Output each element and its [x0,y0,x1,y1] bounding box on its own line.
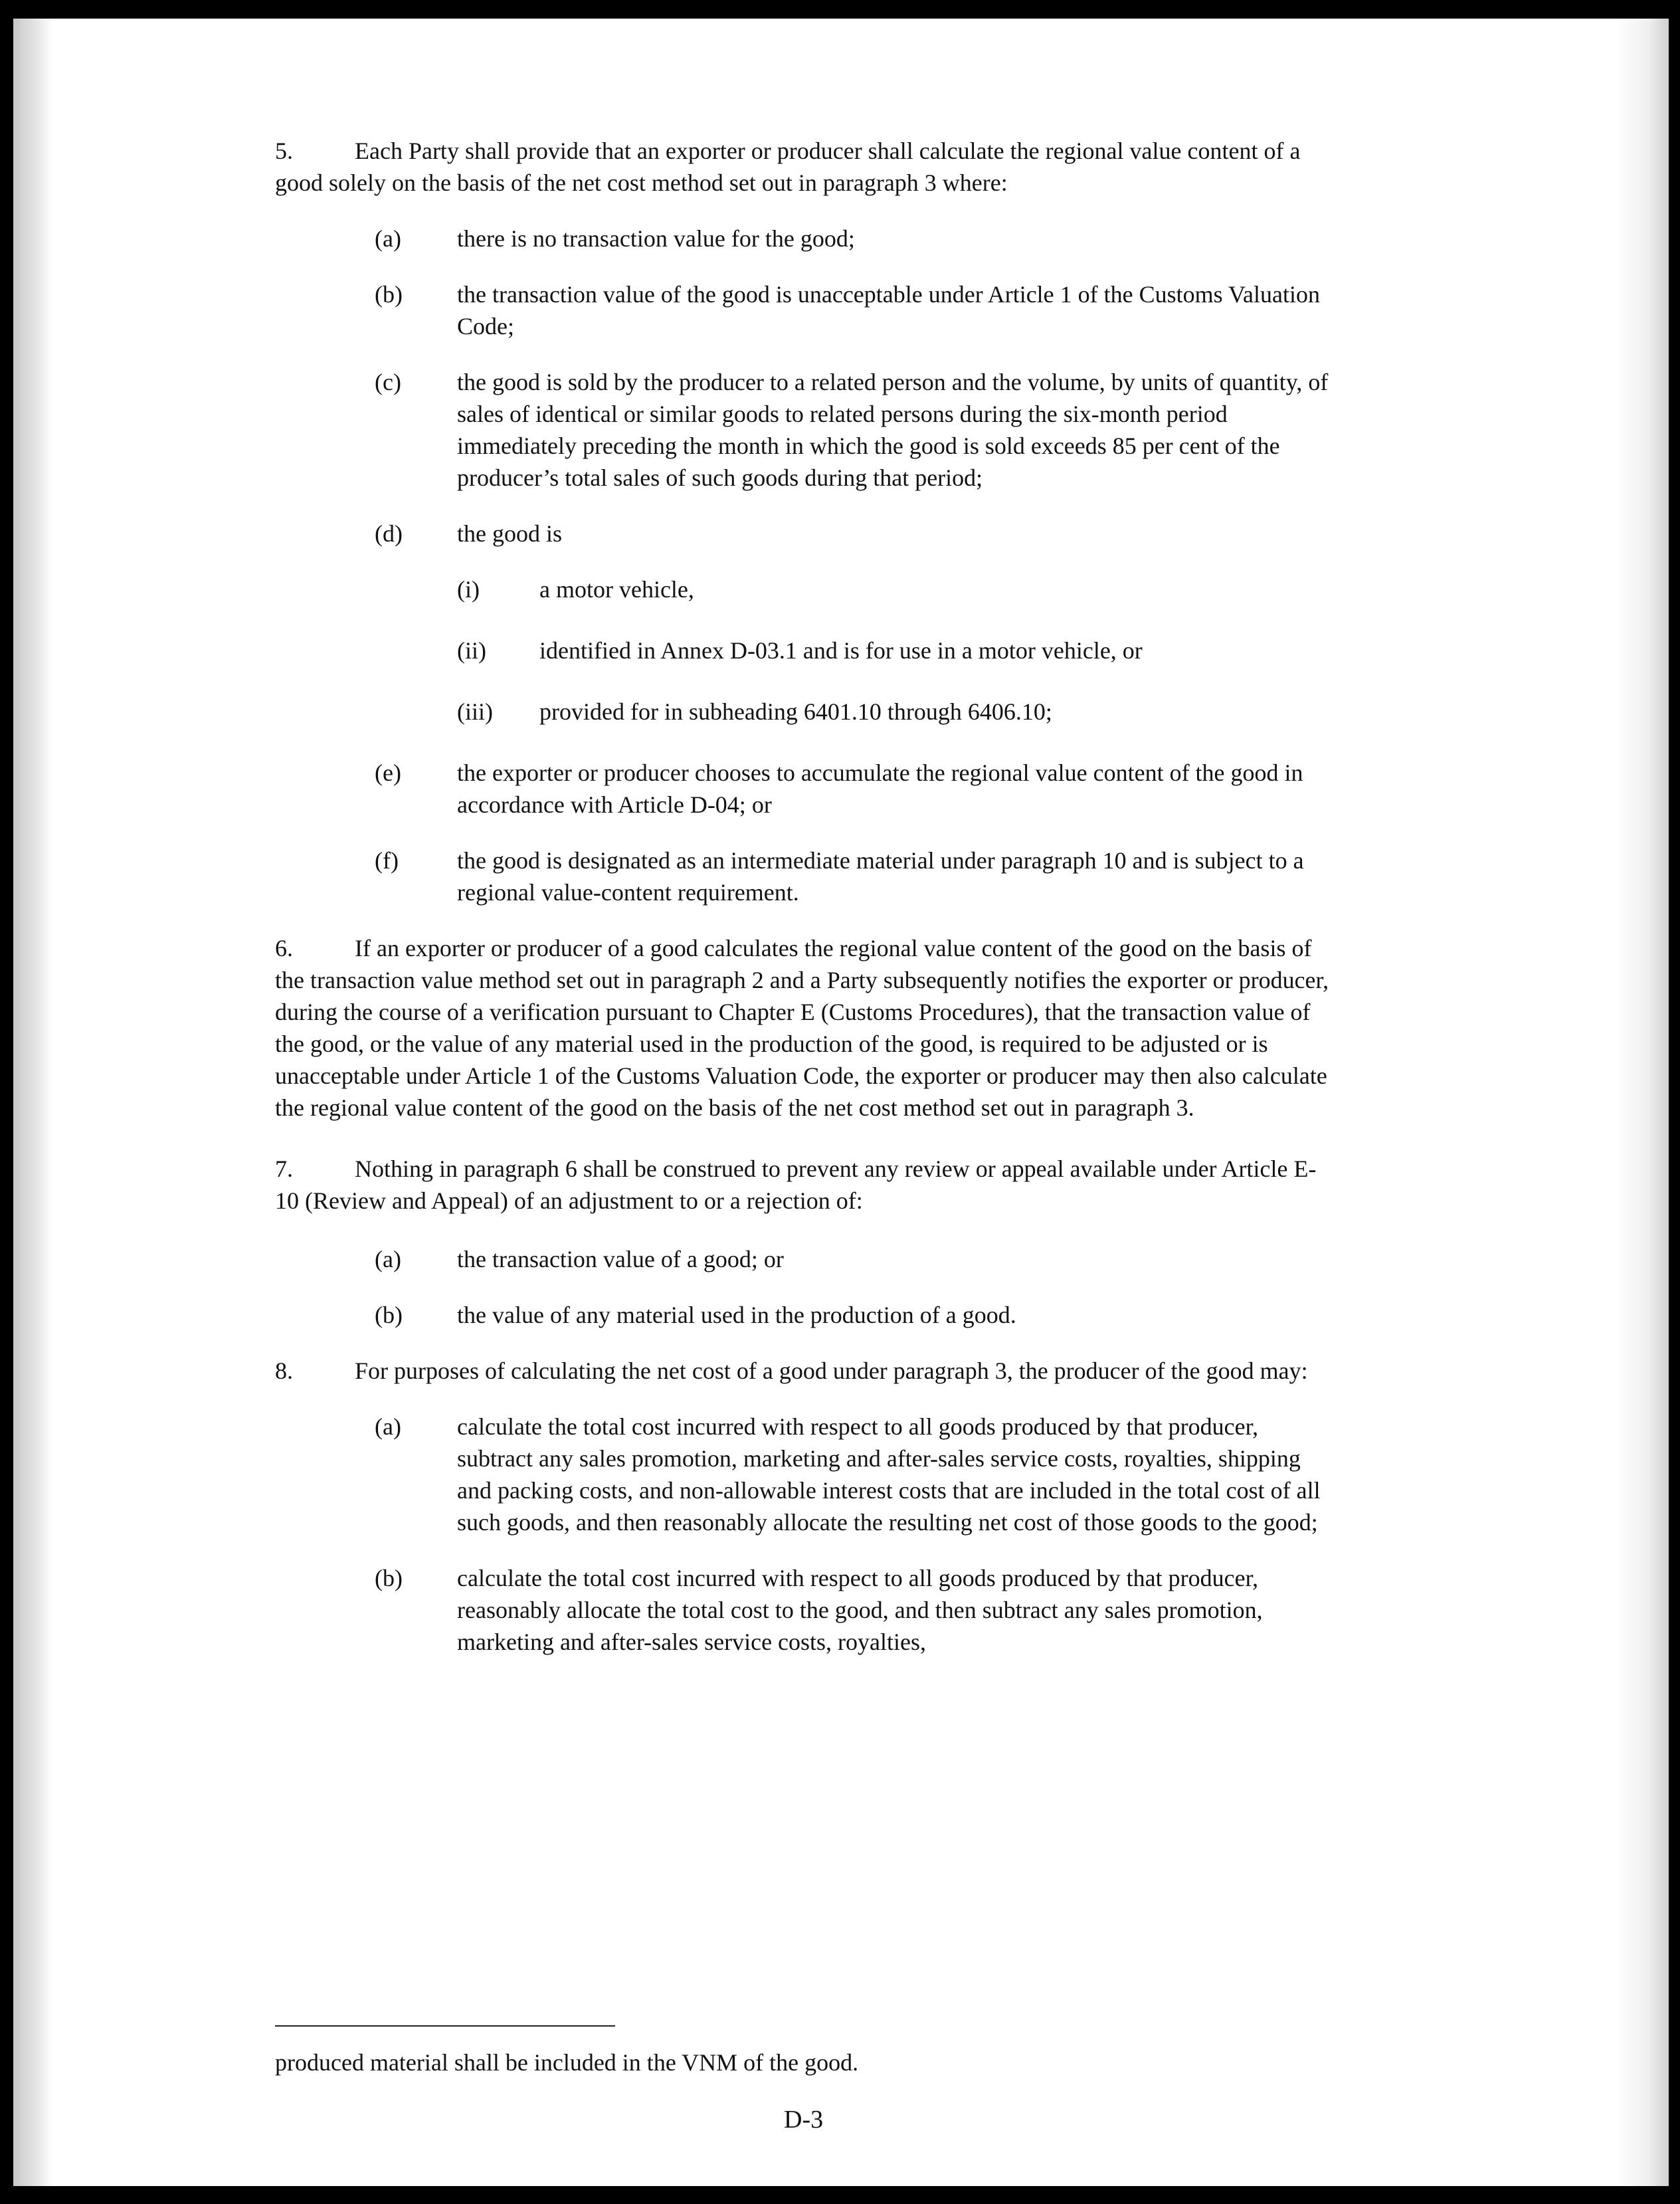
item-text: the exporter or producer chooses to accumulate the regional value content of the good in accordance with Article D-04; or [457,759,1303,818]
item-label: (i) [457,576,480,603]
item-label: (b) [375,1302,403,1328]
sub-list-item [457,696,1338,728]
scan-right-edge [1616,19,1669,2186]
item-text: the good is [457,520,562,547]
item-text: identified in Annex D-03.1 and is for use in a motor vehicle, or [539,637,1143,664]
list-item [375,845,1338,908]
paragraph-5 [275,135,1338,199]
paragraph-number: 5. [275,138,293,164]
item-label: (b) [375,1565,403,1591]
item-label: (ii) [457,637,486,664]
paragraph-7 [275,1153,1338,1217]
paragraph-6 [275,932,1338,1124]
list-item [375,366,1338,494]
list-item [375,223,1338,254]
item-text: the good is sold by the producer to a related person and the volume, by units of quantity, of sales of identical or similar goods to related persons during the six-month period immediately preceding the month in which the good is sold exceeds 85 per cent of the producer’s total sales of such goods during that period; [457,369,1329,491]
item-label: (a) [375,225,401,252]
item-label: (iii) [457,698,493,725]
list-item [375,757,1338,821]
list-item [375,1411,1338,1538]
document-body [275,135,1338,1682]
item-label: (a) [375,1246,401,1272]
footnote-text: produced material shall be included in the VNM of the good. [275,2049,859,2076]
item-text: a motor vehicle, [539,576,694,603]
paragraph-text: Nothing in paragraph 6 shall be construed to prevent any review or appeal available under Article E-10 (Review and Appeal) of an adjustment to or a rejection of: [275,1155,1317,1214]
item-text: there is no transaction value for the good; [457,225,855,252]
item-text: the good is designated as an intermediate material under paragraph 10 and is subject to a regional value-content requirement. [457,847,1304,906]
paragraph-8 [275,1355,1338,1387]
item-text: the transaction value of a good; or [457,1246,784,1272]
item-text: calculate the total cost incurred with respect to all goods produced by that producer, subtract any sales promotion, marketing and after-sales service costs, royalties, shipping and packing costs, and non-allowable interest costs that are included in the total cost of all such goods, and then reasonably allocate the resulting net cost of those goods to the good; [457,1413,1321,1536]
paragraph-number: 8. [275,1357,293,1384]
item-text: provided for in subheading 6401.10 through 6406.10; [539,698,1052,725]
sub-list-item [457,635,1338,666]
paragraph-text: For purposes of calculating the net cost of a good under paragraph 3, the producer of the good may: [355,1357,1308,1384]
paragraph-number: 7. [275,1155,293,1182]
item-label: (e) [375,759,401,786]
item-label: (c) [375,369,401,395]
item-label: (d) [375,520,403,547]
list-item [375,1299,1338,1331]
paragraph-text: Each Party shall provide that an exporter or producer shall calculate the regional value content of a good solely on the basis of the net cost method set out in paragraph 3 where: [275,138,1301,196]
page-number: D-3 [784,2106,824,2134]
sub-list-item [457,573,1338,605]
list-item [375,278,1338,342]
item-label: (f) [375,847,399,874]
list-item [375,1562,1338,1658]
list-item [375,518,1338,550]
document-page [13,19,1669,2186]
item-text: calculate the total cost incurred with respect to all goods produced by that producer, reasonably allocate the total cost to the good, and then subtract any sales promotion, marketing and after-sales service costs, royalties, [457,1565,1263,1655]
item-text: the transaction value of the good is unacceptable under Article 1 of the Customs Valuation Code; [457,281,1320,340]
footnote-divider [275,2025,615,2027]
item-label: (a) [375,1413,401,1440]
list-item [375,1243,1338,1275]
paragraph-number: 6. [275,935,293,961]
item-text: the value of any material used in the production of a good. [457,1302,1016,1328]
scan-left-edge [13,19,53,2186]
paragraph-text: If an exporter or producer of a good calculates the regional value content of the good on the basis of the transaction value method set out in paragraph 2 and a Party subsequently notifies the exporter or producer, during the course of a verification pursuant to Chapter E (Customs Procedures), that the transaction value of the good, or the value of any material used in the production of the good, is required to be adjusted or is unacceptable under Article 1 of the Customs Valuation Code, the exporter or producer may then also calculate the regional value content of the good on the basis of the net cost method set out in paragraph 3. [275,935,1329,1121]
item-label: (b) [375,281,403,308]
